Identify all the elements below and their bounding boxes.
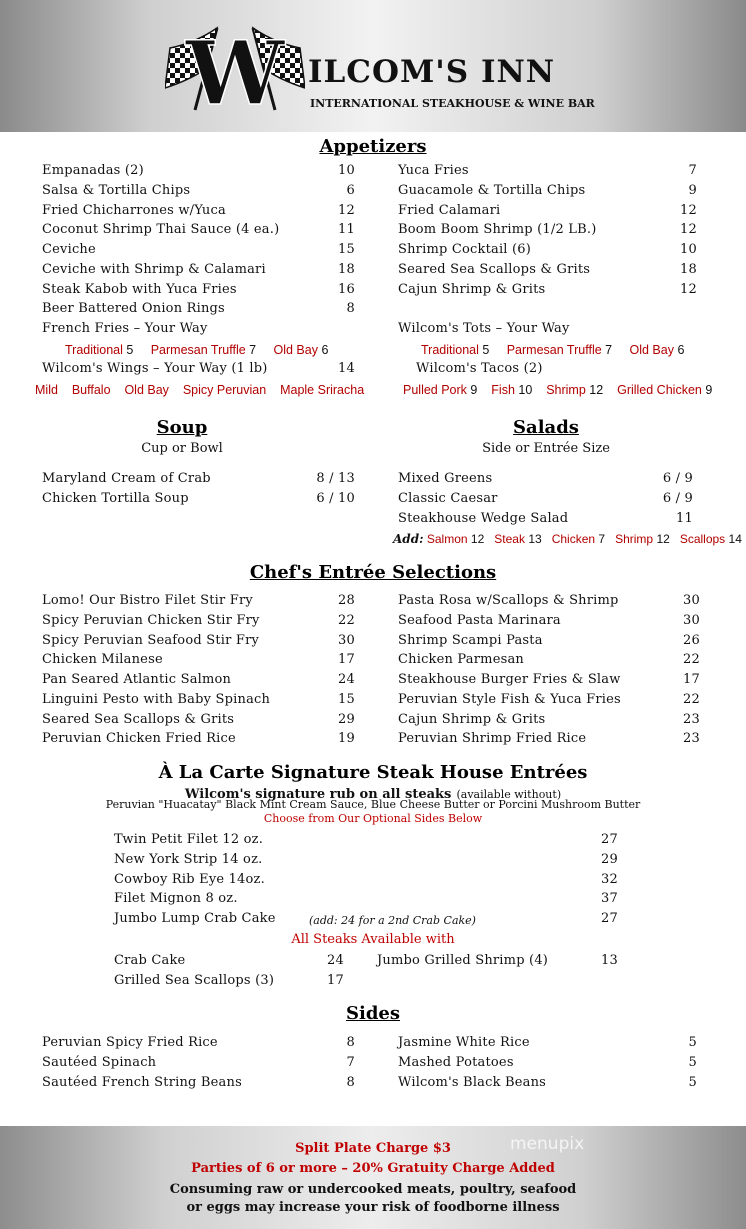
appetizer-item [398, 240, 697, 260]
item-name: Wilcom's Black Beans [398, 1074, 547, 1090]
salad-add-options: Add: Salmon 12 Steak 13 Chicken 7 Shrimp 12 Scallops 14 [393, 532, 742, 546]
fries-options: Traditional 5 Parmesan Truffle 7 Old Bay 6 [65, 343, 329, 357]
entree-item [398, 631, 700, 651]
consumer-warning-line-2: or eggs may increase your risk of foodborne illness [186, 1200, 560, 1215]
item-price: 11 [338, 222, 355, 238]
menu-footer [0, 1126, 746, 1229]
steaks-title: À La Carte Signature Steak House Entrées [158, 762, 588, 783]
appetizer-item [398, 220, 697, 240]
item-price: 27 [601, 911, 618, 926]
salad-item [398, 469, 693, 489]
appetizer-item [42, 299, 355, 319]
restaurant-name: ILCOM'S INN [308, 54, 556, 90]
side-item [42, 1033, 355, 1053]
item-name: Seared Sea Scallops & Grits [42, 711, 235, 727]
item-price: 5 [688, 1054, 697, 1070]
appetizer-item [398, 181, 697, 201]
wings-options: Mild Buffalo Old Bay Spicy Peruvian Maple Sriracha [35, 383, 365, 397]
appetizers-title: Appetizers [319, 136, 427, 157]
item-name: Empanadas (2) [42, 163, 144, 178]
item-price: 15 [338, 691, 355, 707]
soup-note: Cup or Bowl [141, 441, 223, 456]
appetizer-item [42, 240, 355, 260]
entree-item [42, 670, 355, 690]
item-price: 30 [338, 632, 355, 648]
item-price: 10 [680, 242, 697, 257]
item-name: Chicken Parmesan [398, 652, 524, 668]
item-name: Steakhouse Burger Fries & Slaw [398, 672, 621, 687]
item-price: 30 [683, 612, 700, 628]
item-price: 6 / 9 [662, 491, 693, 506]
gratuity-note: Parties of 6 or more – 20% Gratuity Charge Added [191, 1161, 555, 1176]
steak-item [114, 830, 618, 850]
tacos-item: Wilcom's Tacos (2) [416, 361, 543, 376]
item-price: 22 [683, 652, 700, 668]
item-name: Salsa & Tortilla Chips [42, 182, 191, 198]
item-name: Peruvian Shrimp Fried Rice [398, 731, 587, 747]
item-price: 17 [683, 672, 700, 687]
item-name: Fried Calamari [398, 202, 501, 218]
item-name: Mashed Potatoes [398, 1054, 514, 1070]
side-item [398, 1033, 697, 1053]
item-name: Sautéed French String Beans [42, 1074, 242, 1090]
item-name: Linguini Pesto with Baby Spinach [42, 691, 271, 707]
entree-item [398, 650, 700, 670]
salads-note: Side or Entrée Size [482, 441, 610, 456]
item-price: 8 [346, 301, 355, 317]
salad-item [398, 509, 693, 529]
entree-item [398, 729, 700, 749]
item-price: 12 [680, 222, 697, 238]
appetizer-item [398, 201, 697, 221]
item-name: Fried Chicharrones w/Yuca [42, 202, 226, 218]
crab-cake-note: (add: 24 for a 2nd Crab Cake) [309, 914, 476, 927]
item-price: 9 [688, 182, 697, 198]
entree-item [42, 631, 355, 651]
item-name: New York Strip 14 oz. [114, 851, 263, 867]
item-price: 6 / 9 [662, 471, 693, 486]
item-name: Cajun Shrimp & Grits [398, 711, 546, 727]
addon-shrimp: Jumbo Grilled Shrimp (4) 13 [377, 953, 618, 968]
item-name: Twin Petit Filet 12 oz. [114, 832, 264, 847]
tacos-options: Pulled Pork 9 Fish 10 Shrimp 12 Grilled Chicken 9 [403, 383, 713, 397]
item-name: Guacamole & Tortilla Chips [398, 182, 586, 198]
item-price: 18 [338, 261, 355, 277]
appetizer-item [42, 319, 355, 339]
item-price: 22 [683, 691, 700, 707]
item-name: Cowboy Rib Eye 14oz. [114, 871, 265, 887]
appetizer-item [398, 260, 697, 280]
item-price: 32 [601, 871, 618, 887]
side-item [42, 1053, 355, 1073]
salads-title: Salads [513, 417, 579, 438]
item-price: 6 [346, 182, 355, 198]
item-price: 19 [338, 731, 355, 747]
item-name: Cajun Shrimp & Grits [398, 281, 546, 297]
item-price: 5 [688, 1074, 697, 1090]
entree-item [398, 611, 700, 631]
appetizer-item [398, 161, 697, 181]
watermark: menupix [510, 1134, 585, 1154]
item-price: 7 [688, 163, 697, 178]
steak-rub-note: Wilcom's signature rub on all steaks (available without) [184, 787, 562, 802]
entree-item [398, 690, 700, 710]
item-price: 8 [346, 1035, 355, 1050]
item-name: Pasta Rosa w/Scallops & Shrimp [398, 593, 619, 608]
item-name: Pan Seared Atlantic Salmon [42, 672, 232, 687]
item-price: 10 [338, 163, 355, 178]
item-price: 8 [346, 1074, 355, 1090]
wings-item: Wilcom's Wings – Your Way (1 lb) 14 [42, 361, 355, 376]
item-price: 6 / 10 [316, 491, 355, 506]
item-name: French Fries – Your Way [42, 321, 208, 336]
tots-item: Wilcom's Tots – Your Way [398, 321, 570, 336]
item-price: 27 [601, 832, 618, 847]
item-name: Sautéed Spinach [42, 1054, 157, 1070]
item-name: Filet Mignon 8 oz. [114, 891, 238, 907]
item-price: 12 [338, 202, 355, 218]
item-name: Chicken Tortilla Soup [42, 491, 189, 506]
item-price: 22 [338, 612, 355, 628]
steak-item [114, 870, 618, 890]
soup-title: Soup [156, 417, 208, 438]
sides-title: Sides [345, 1003, 400, 1024]
item-price: 23 [683, 711, 700, 727]
item-name: Classic Caesar [398, 491, 498, 506]
entree-item [42, 690, 355, 710]
item-name: Maryland Cream of Crab [42, 471, 211, 486]
item-name: Steakhouse Wedge Salad [398, 511, 569, 526]
item-price: 12 [680, 281, 697, 297]
steak-item [114, 889, 618, 909]
entree-item [42, 591, 355, 611]
item-price: 18 [680, 261, 697, 277]
item-price: 23 [683, 731, 700, 747]
entrees-title: Chef's Entrée Selections [249, 562, 497, 583]
item-price: 15 [338, 242, 355, 257]
item-name: Peruvian Chicken Fried Rice [42, 731, 236, 747]
side-item [398, 1053, 697, 1073]
entree-item [42, 710, 355, 730]
item-name: Lomo! Our Bistro Filet Stir Fry [42, 593, 253, 608]
steak-item [114, 850, 618, 870]
item-price: 17 [338, 652, 355, 668]
item-name: Steak Kabob with Yuca Fries [42, 281, 237, 297]
item-name: Peruvian Style Fish & Yuca Fries [398, 691, 621, 707]
split-plate-charge: Split Plate Charge $3 [295, 1141, 451, 1156]
item-price: 12 [680, 202, 697, 218]
item-price: 11 [676, 511, 693, 526]
item-name: Yuca Fries [398, 163, 469, 178]
item-name: Shrimp Cocktail (6) [398, 242, 532, 257]
appetizer-item [42, 280, 355, 300]
item-name: Jumbo Lump Crab Cake [114, 911, 276, 926]
item-price: 29 [601, 851, 618, 867]
addon-crab-cake: Crab Cake 24 [114, 953, 344, 968]
item-name: Peruvian Spicy Fried Rice [42, 1035, 218, 1050]
steak-sauces: Peruvian "Huacatay" Black Mint Cream Sauce, Blue Cheese Butter or Porcini Mushroom Butter [105, 798, 641, 811]
item-name: Coconut Shrimp Thai Sauce (4 ea.) [42, 222, 280, 238]
checkered-flags-logo [165, 18, 305, 113]
consumer-warning-line-1: Consuming raw or undercooked meats, poultry, seafood [169, 1182, 577, 1197]
item-name: Ceviche with Shrimp & Calamari [42, 261, 266, 277]
appetizer-item [42, 181, 355, 201]
item-price: 29 [338, 711, 355, 727]
appetizer-item [42, 260, 355, 280]
logo-letter: W [185, 21, 285, 113]
item-name: Boom Boom Shrimp (1/2 LB.) [398, 222, 597, 238]
steak-choose-note: Choose from Our Optional Sides Below [263, 812, 483, 825]
item-price: 5 [688, 1035, 697, 1050]
soup-item [42, 469, 355, 489]
entree-item [42, 729, 355, 749]
tots-options: Traditional 5 Parmesan Truffle 7 Old Bay 6 [421, 343, 685, 357]
entree-item [398, 591, 700, 611]
entree-item [42, 611, 355, 631]
entree-item [42, 650, 355, 670]
side-item [42, 1073, 355, 1093]
item-name: Shrimp Scampi Pasta [398, 632, 543, 648]
salad-item [398, 489, 693, 509]
item-name: Ceviche [42, 242, 96, 257]
appetizer-item [42, 220, 355, 240]
item-name: Seared Sea Scallops & Grits [398, 261, 591, 277]
item-price: 16 [338, 281, 355, 297]
side-item [398, 1073, 697, 1093]
soup-item [42, 489, 355, 509]
item-price: 26 [683, 632, 700, 648]
item-price: 7 [346, 1054, 355, 1070]
item-price: 24 [338, 672, 355, 687]
appetizer-item [42, 201, 355, 221]
item-name: Beer Battered Onion Rings [42, 301, 225, 317]
addon-scallops: Grilled Sea Scallops (3) 17 [114, 973, 344, 988]
appetizer-item [42, 161, 355, 181]
menu-header [0, 0, 746, 132]
item-name: Seafood Pasta Marinara [398, 612, 561, 628]
item-price: 30 [683, 593, 700, 608]
item-price: 28 [338, 593, 355, 608]
restaurant-subtitle: INTERNATIONAL STEAKHOUSE & WINE BAR [310, 97, 595, 110]
item-name: Spicy Peruvian Seafood Stir Fry [42, 632, 260, 648]
item-price: 8 / 13 [316, 471, 355, 486]
entree-item [398, 710, 700, 730]
item-name: Chicken Milanese [42, 652, 163, 668]
item-price: 37 [601, 891, 618, 907]
item-name: Mixed Greens [398, 471, 493, 486]
item-name: Spicy Peruvian Chicken Stir Fry [42, 612, 260, 628]
available-with-label: All Steaks Available with [291, 932, 455, 947]
appetizer-item [398, 280, 697, 300]
entree-item [398, 670, 700, 690]
item-name: Jasmine White Rice [398, 1035, 530, 1050]
